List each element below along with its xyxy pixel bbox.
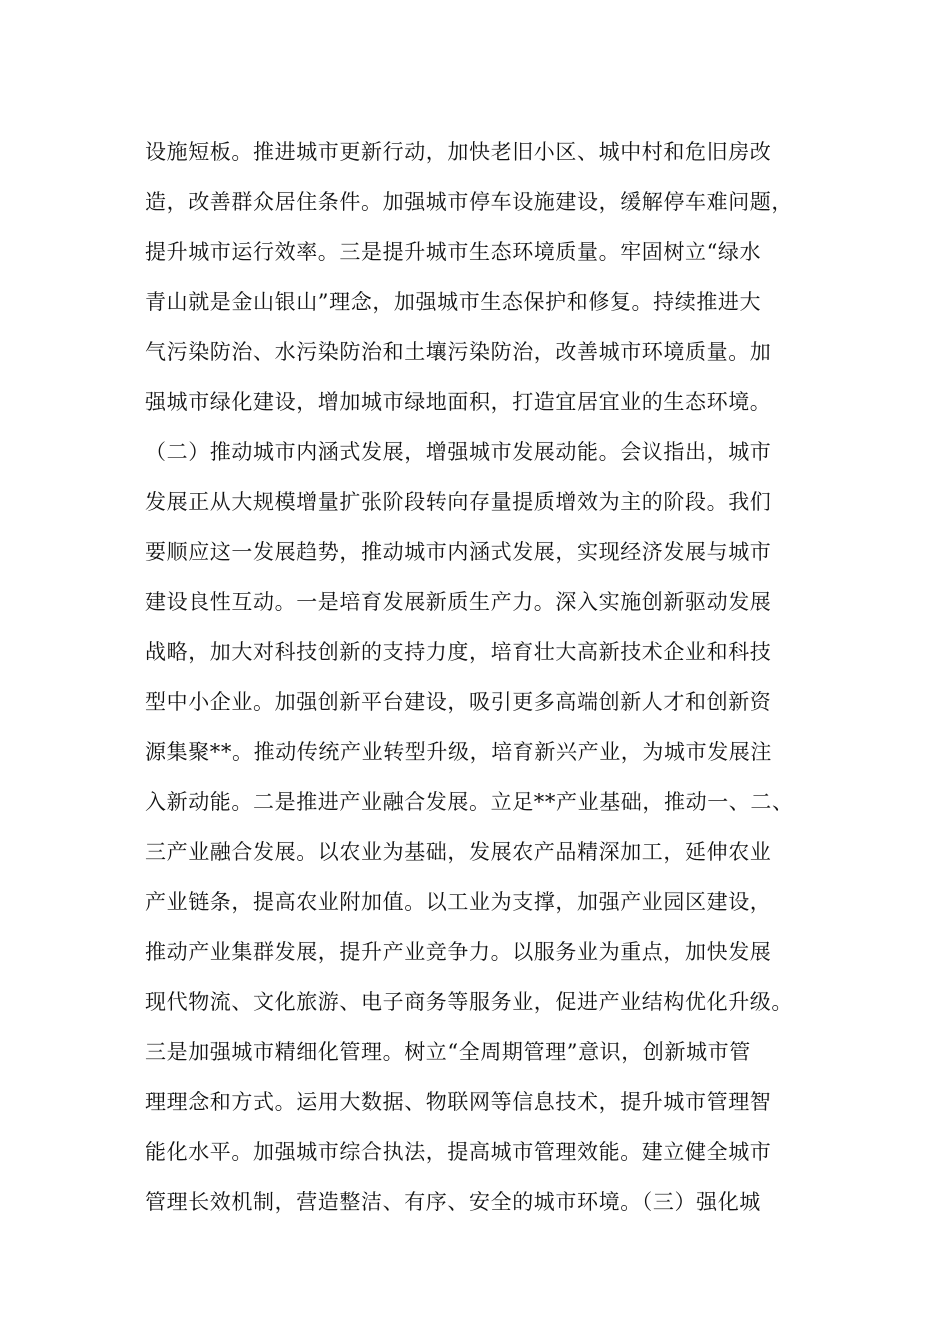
text-line: 强城市绿化建设，增加城市绿地面积，打造宜居宜业的生态环境。 [145,390,772,414]
text-line: 入新动能。二是推进产业融合发展。立足**产业基础，推动一、二、 [145,790,794,814]
text-line: 建设良性互动。一是培育发展新质生产力。深入实施创新驱动发展 [145,590,772,614]
text-line: 气污染防治、水污染防治和土壤污染防治，改善城市环境质量。加 [145,340,772,364]
text-line: 理理念和方式。运用大数据、物联网等信息技术，提升城市管理智 [145,1090,772,1114]
text-line: 产业链条，提高农业附加值。以工业为支撑，加强产业园区建设， [145,890,772,914]
text-line: 型中小企业。加强创新平台建设，吸引更多高端创新人才和创新资 [145,690,772,714]
text-line: 青山就是金山银山”理念，加强城市生态保护和修复。持续推进大 [145,290,762,314]
text-line: 要顺应这一发展趋势，推动城市内涵式发展，实现经济发展与城市 [145,540,772,564]
text-line: 三是加强城市精细化管理。树立“全周期管理”意识，创新城市管 [145,1040,751,1064]
text-line: 发展正从大规模增量扩张阶段转向存量提质增效为主的阶段。我们 [145,490,772,514]
text-line: （二）推动城市内涵式发展，增强城市发展动能。会议指出，城市 [145,440,772,464]
text-line: 战略，加大对科技创新的支持力度，培育壮大高新技术企业和科技 [145,640,772,664]
text-line: 管理长效机制，营造整洁、有序、安全的城市环境。（三）强化城 [145,1190,761,1214]
text-line: 现代物流、文化旅游、电子商务等服务业，促进产业结构优化升级。 [145,990,793,1014]
text-line: 能化水平。加强城市综合执法，提高城市管理效能。建立健全城市 [145,1140,772,1164]
text-line: 设施短板。推进城市更新行动，加快老旧小区、城中村和危旧房改 [145,140,772,164]
text-line: 三产业融合发展。以农业为基础，发展农产品精深加工，延伸农业 [145,840,772,864]
text-line: 推动产业集群发展，提升产业竞争力。以服务业为重点，加快发展 [145,940,772,964]
text-line: 源集聚**。推动传统产业转型升级，培育新兴产业，为城市发展注 [145,740,772,764]
text-line: 提升城市运行效率。三是提升城市生态环境质量。牢固树立“绿水 [145,240,762,264]
body-text [145,133,825,1233]
text-line: 造，改善群众居住条件。加强城市停车设施建设，缓解停车难问题， [145,190,793,214]
